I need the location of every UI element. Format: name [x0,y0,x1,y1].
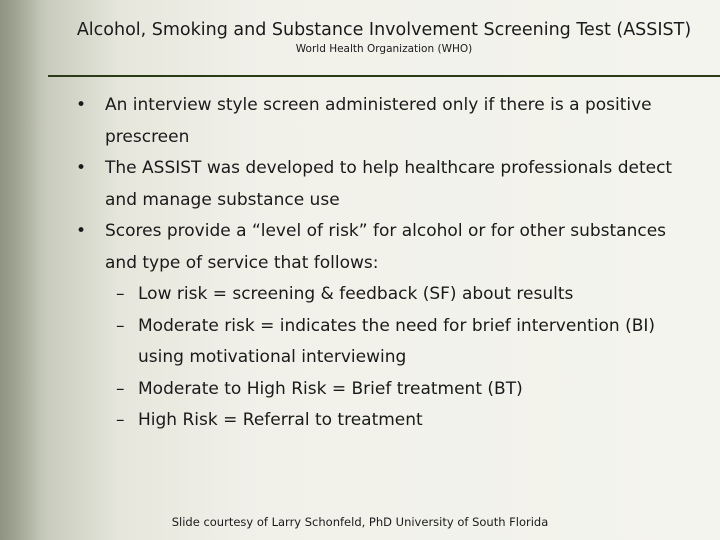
left-decorative-band [0,0,48,540]
sub-bullet-item [76,279,696,311]
sub-bullet-item [76,374,696,406]
sub-bullet-text: Moderate to High Risk = Brief treatment (BT) [138,378,523,399]
slide-footer: Slide courtesy of Larry Schonfeld, PhD University of South Florida [171,515,549,529]
sub-bullet-text: Low risk = screening & feedback (SF) about results [138,284,574,304]
sub-bullet-text: Moderate risk = indicates the need for brief intervention (BI) using motivational interviewing [138,315,656,367]
dash-marker: – [116,410,125,430]
sub-bullet-item [76,311,696,374]
slide-title: Alcohol, Smoking and Substance Involvement Screening Test (ASSIST) [76,20,692,40]
slide-subtitle: World Health Organization (WHO) [295,43,473,55]
dash-marker: – [116,378,125,399]
bullet-item [76,153,696,216]
bullet-marker: • [76,95,87,115]
dash-marker: – [116,315,125,336]
sub-bullet-item [76,405,696,437]
sub-bullet-text: High Risk = Referral to treatment [138,410,423,430]
bullet-marker: • [76,221,87,241]
bullet-text: An interview style screen administered only if there is a positive prescreen [105,95,652,147]
bullet-list [76,90,696,437]
title-divider [48,75,720,77]
bullet-text: Scores provide a “level of risk” for alcohol or for other substances and type of service that follows: [105,221,667,273]
dash-marker: – [116,284,125,304]
bullet-item [76,216,696,279]
bullet-text: The ASSIST was developed to help healthcare professionals detect and manage substance use [105,158,673,210]
bullet-item [76,90,696,153]
bullet-marker: • [76,158,87,178]
